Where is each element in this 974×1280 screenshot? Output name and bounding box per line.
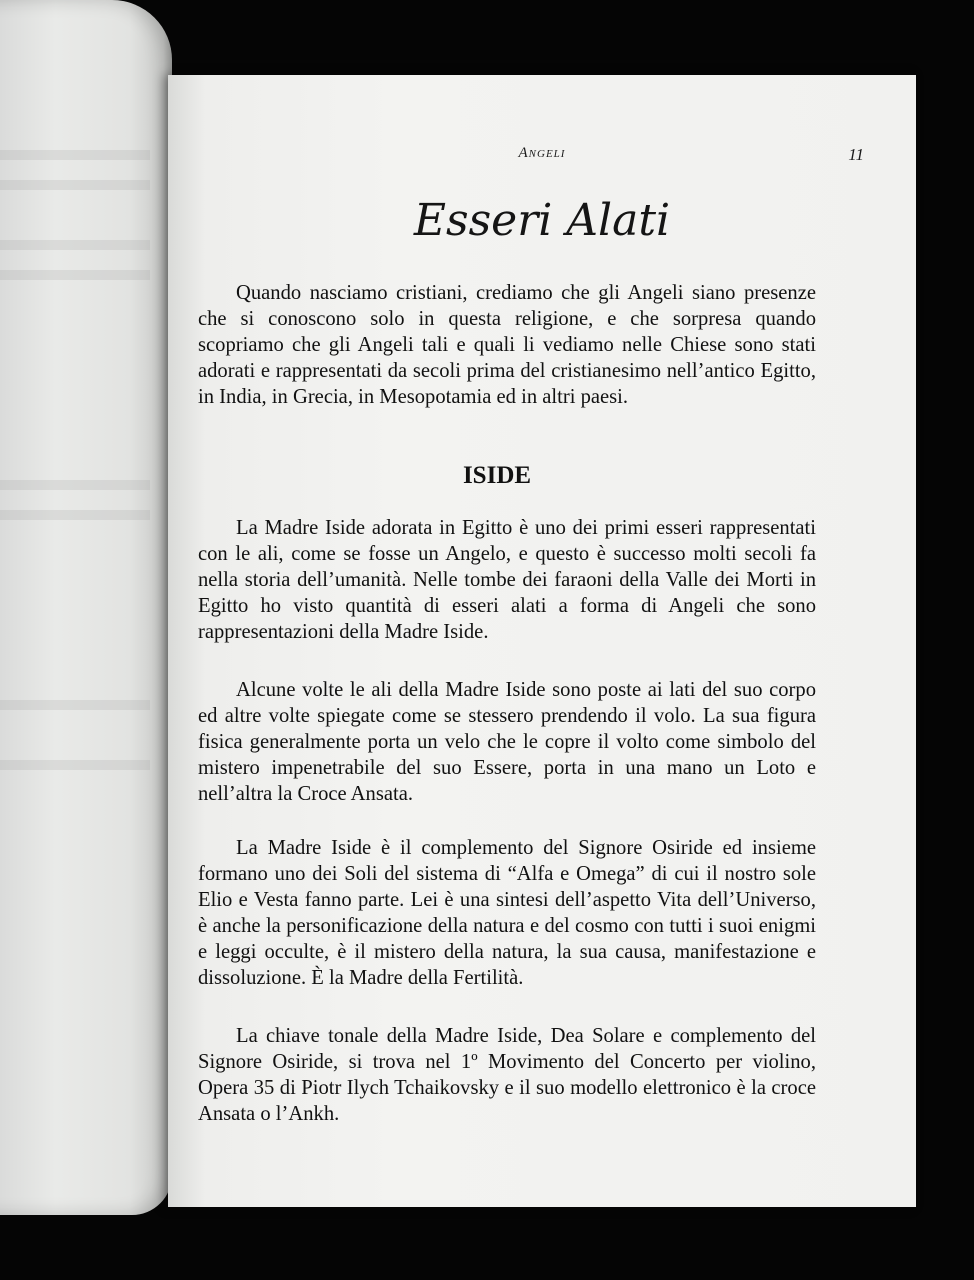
- body-paragraph: [198, 515, 816, 645]
- bleed-through-line: [0, 510, 150, 520]
- paragraph-text: Quando nasciamo cristiani, crediamo che gli Angeli siano presenze che si conoscono solo in questa religione, e che sorpresa quando scopriamo che gli Angeli tali e quali li vediamo nelle Chiese sono stati adorati e rappresentati da secoli prima del cristianesimo nell’antico Egitto, in India, in Grecia, in Mesopotamia ed in altri paesi.: [198, 282, 816, 408]
- bleed-through-line: [0, 180, 150, 190]
- chapter-title: Esseri Alati: [413, 195, 671, 246]
- bleed-through-line: [0, 150, 150, 160]
- page-header: [198, 145, 886, 169]
- body-paragraph: [198, 677, 816, 807]
- section-heading: ISIDE: [462, 462, 532, 489]
- running-head: Angeli: [518, 145, 566, 161]
- paragraph-text: Alcune volte le ali della Madre Iside sono poste ai lati del suo corpo ed altre volte spiegate come se stessero prendendo il volo. La sua figura fisica generalmente porta un velo che le copre il volto come simbolo del mistero impenetrabile del suo Essere, porta in una mano un Loto e nell’altra la Croce Ansata.: [198, 679, 816, 805]
- bleed-through-line: [0, 760, 150, 770]
- page-number: 11: [848, 145, 864, 164]
- left-page: [0, 0, 172, 1215]
- body-paragraph: [198, 1023, 816, 1127]
- bleed-through-line: [0, 270, 150, 280]
- paragraph-text: La Madre Iside è il complemento del Signore Osiride ed insieme formano uno dei Soli del sistema di “Alfa e Omega” di cui il nostro sole Elio e Vesta fanno parte. Lei è una sintesi dell’aspetto Vita dell’Universo, è anche la personificazione della natura e del cosmo con tutti i suoi enigmi e leggi occulte, è il mistero della natura, la sua causa, manifestazione e dissoluzione. È la Madre della Fertilità.: [198, 837, 816, 989]
- body-paragraph: [198, 835, 816, 991]
- bleed-through-line: [0, 480, 150, 490]
- paragraph-text: La chiave tonale della Madre Iside, Dea Solare e complemento del Signore Osiride, si trova nel 1º Movimento del Concerto per violino, Opera 35 di Piotr Ilych Tchaikovsky e il suo modello elettronico è la croce Ansata o l’Ankh.: [198, 1025, 816, 1125]
- bleed-through-line: [0, 700, 150, 710]
- right-page: [168, 75, 916, 1207]
- bleed-through-line: [0, 240, 150, 250]
- paragraph-text: La Madre Iside adorata in Egitto è uno dei primi esseri rappresentati con le ali, come se fosse un Angelo, e questo è successo molti secoli fa nella storia dell’umanità. Nelle tombe dei faraoni della Valle dei Morti in Egitto ho visto quantità di esseri alati a forma di Angeli che sono rappresentazioni della Madre Iside.: [198, 517, 816, 643]
- body-paragraph: [198, 280, 816, 410]
